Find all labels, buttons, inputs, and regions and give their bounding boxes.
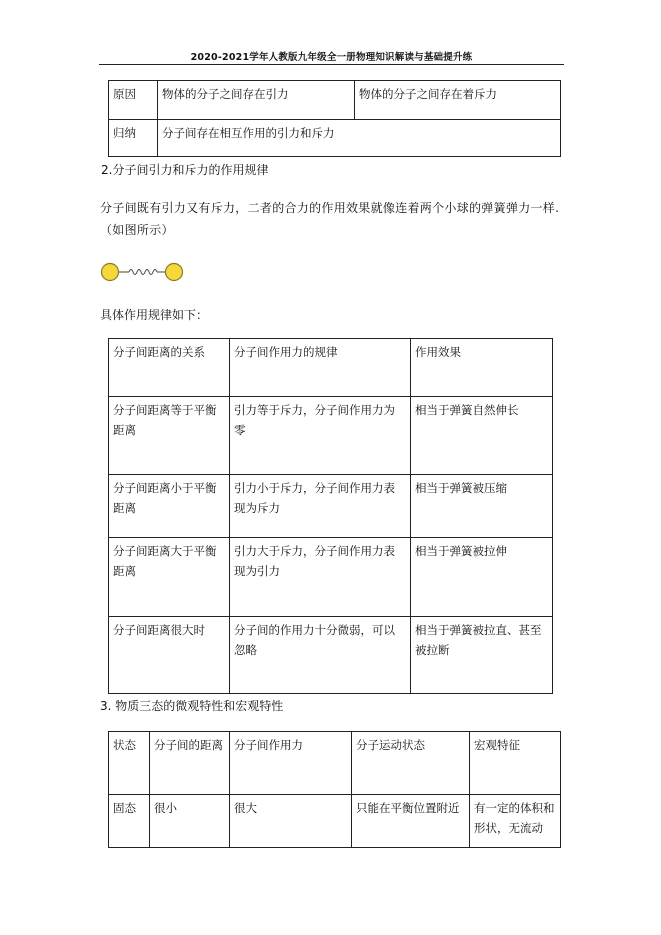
- table-cell: 归纳: [109, 120, 158, 157]
- table-cell: 相当于弹簧被压缩: [411, 475, 553, 538]
- table-cell: 引力小于斥力，分子间作用力表现为斥力: [230, 475, 411, 538]
- table-header-row: [109, 732, 561, 795]
- table-cell: 物体的分子之间存在着斥力: [355, 81, 561, 120]
- section-2-paragraph: 分子间既有引力又有斥力，二者的合力的作用效果就像连着两个小球的弹簧弹力一样.（如图所示）: [100, 201, 560, 237]
- page-header: 2020-2021学年人教版九年级全一册物理知识解读与基础提升练: [190, 52, 473, 63]
- table-header-cell: 状态: [109, 732, 150, 795]
- table-cell: 相当于弹簧被拉直、甚至被拉断: [411, 617, 553, 694]
- table-row: [109, 795, 561, 848]
- table-row: [109, 475, 553, 538]
- table-row: [109, 81, 561, 120]
- table-row: [109, 120, 561, 157]
- table-cell: 相当于弹簧被拉伸: [411, 538, 553, 617]
- table-cell: 物体的分子之间存在引力: [158, 81, 355, 120]
- force-rules-table: [108, 338, 553, 694]
- table-cell: 分子间的作用力十分微弱，可以忽略: [230, 617, 411, 694]
- rules-intro: 具体作用规律如下：: [100, 308, 209, 322]
- header-rule: [99, 64, 564, 65]
- cause-summary-table: [108, 80, 561, 157]
- table-header-cell: 分子间的距离: [150, 732, 230, 795]
- table-row: [109, 397, 553, 475]
- table-row: [109, 538, 553, 617]
- states-of-matter-table: [108, 731, 561, 848]
- table-cell: 很小: [150, 795, 230, 848]
- table-cell: 固态: [109, 795, 150, 848]
- two-balls-spring-icon: [100, 262, 190, 284]
- table-header-cell: 分子运动状态: [352, 732, 470, 795]
- table-header-cell: 分子间作用力的规律: [230, 339, 411, 397]
- section-3-heading: 3. 物质三态的微观特性和宏观特性: [100, 699, 284, 713]
- table-header-cell: 宏观特征: [470, 732, 561, 795]
- table-cell: 分子间距离很大时: [109, 617, 230, 694]
- table-cell: 原因: [109, 81, 158, 120]
- table-header-cell: 分子间距离的关系: [109, 339, 230, 397]
- table-cell: 分子间存在相互作用的引力和斥力: [158, 120, 561, 157]
- table-cell: 分子间距离等于平衡距离: [109, 397, 230, 475]
- table-header-cell: 作用效果: [411, 339, 553, 397]
- table-header-cell: 分子间作用力: [230, 732, 352, 795]
- table-cell: 有一定的体积和形状，无流动: [470, 795, 561, 848]
- table-cell: 相当于弹簧自然伸长: [411, 397, 553, 475]
- table-cell: 只能在平衡位置附近: [352, 795, 470, 848]
- table-cell: 很大: [230, 795, 352, 848]
- section-2-heading: 2.分子间引力和斥力的作用规律: [101, 163, 269, 177]
- table-row: [109, 617, 553, 694]
- table-cell: 引力等于斥力，分子间作用力为零: [230, 397, 411, 475]
- table-cell: 分子间距离小于平衡距离: [109, 475, 230, 538]
- table-cell: 分子间距离大于平衡距离: [109, 538, 230, 617]
- table-cell: 引力大于斥力，分子间作用力表现为引力: [230, 538, 411, 617]
- table-header-row: [109, 339, 553, 397]
